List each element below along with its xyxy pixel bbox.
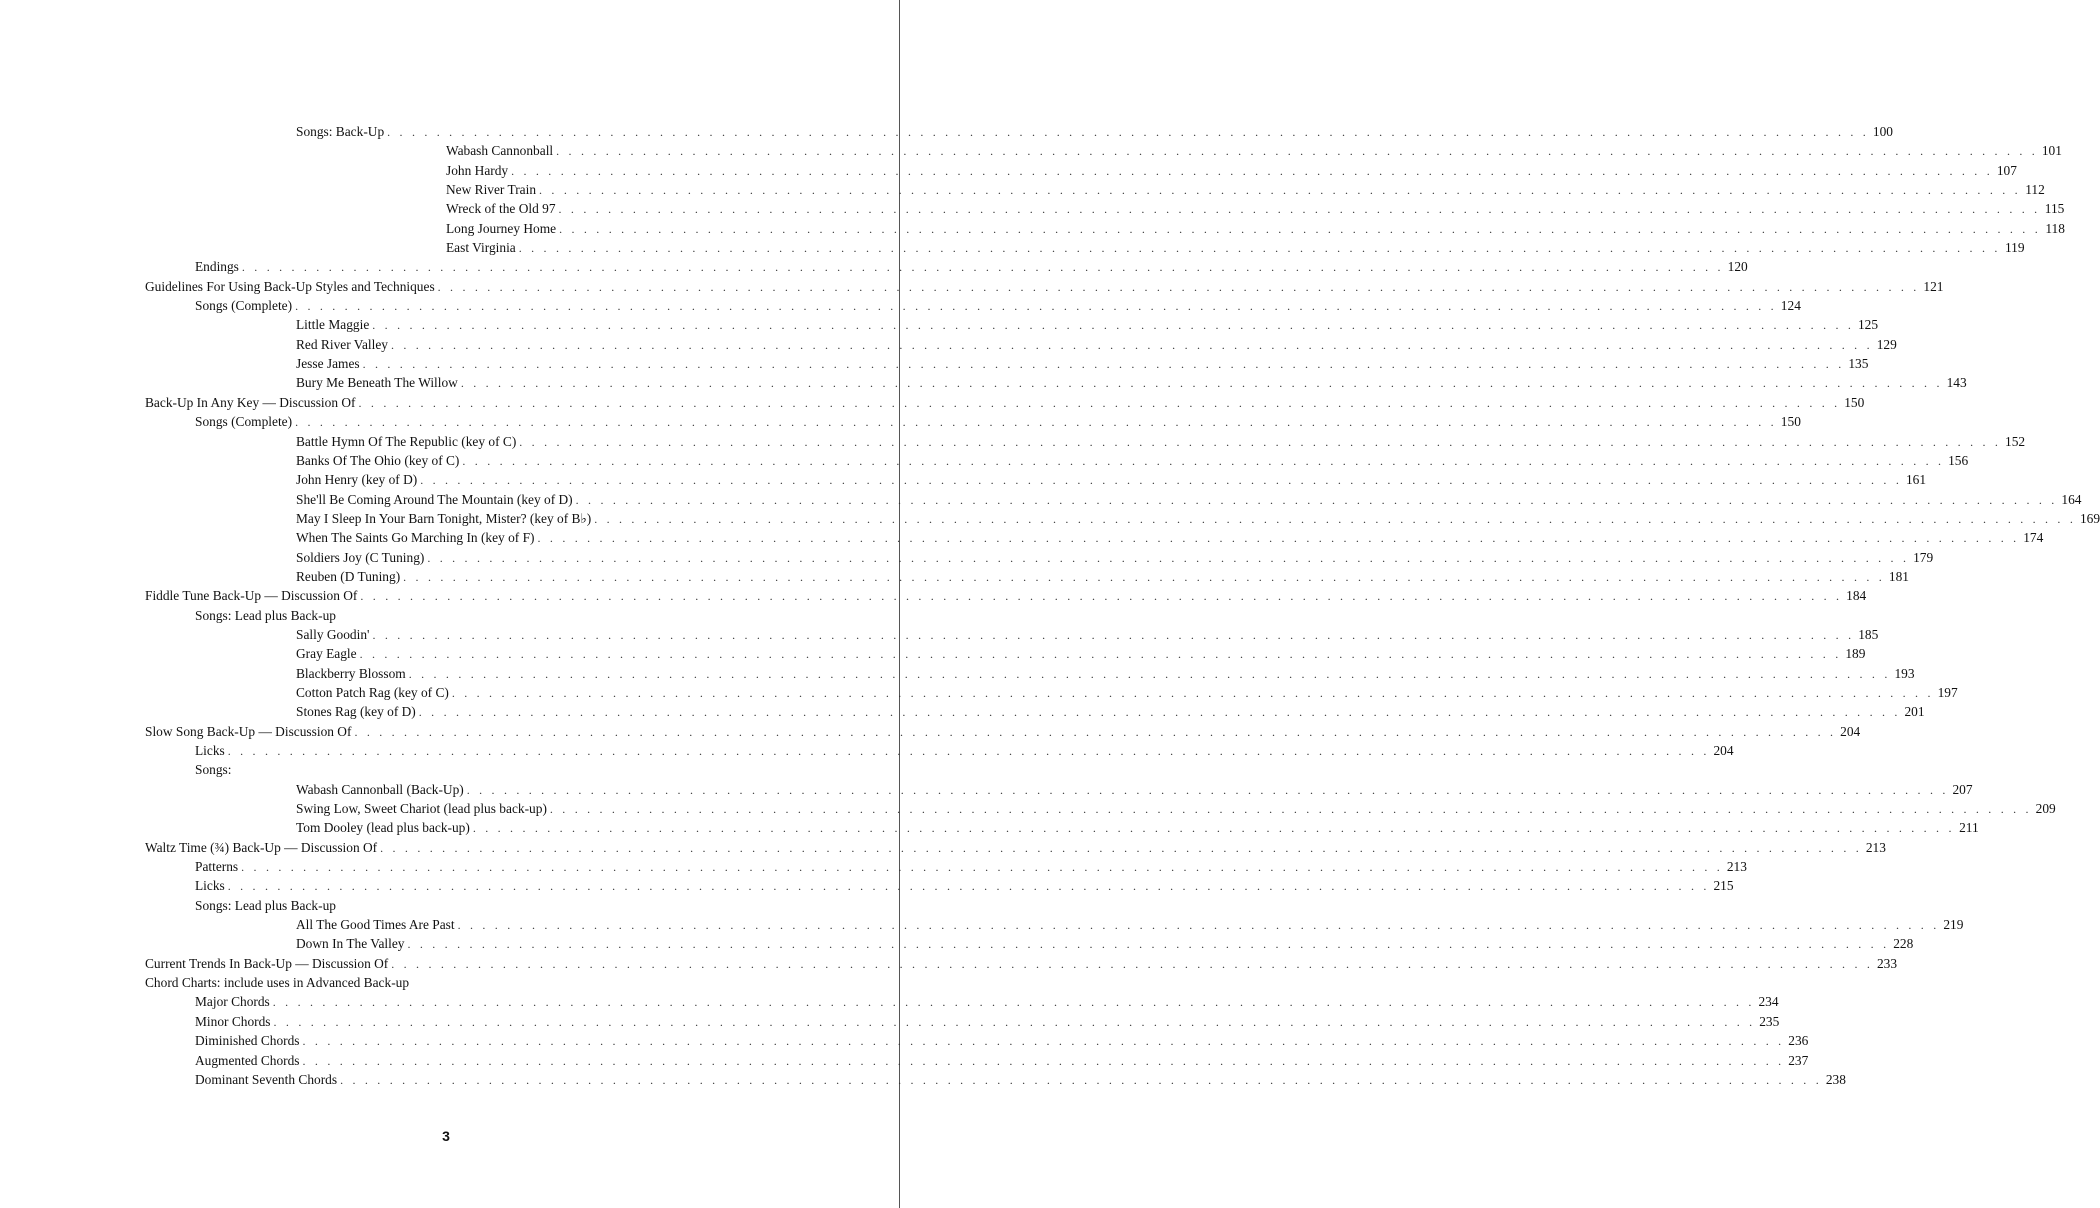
toc-entry-title: She'll Be Coming Around The Mountain (key of D) <box>296 491 573 507</box>
toc-entry <box>0 1031 1809 1050</box>
dot-leader: . . . . . . . . . . . . . . . . . . . . . . . . . . . . . . . . . . . . . . . . . . . . . . . . . . . . . . . . . . . . . . . . . . . . . . . . . . . . . . . . . . . . . . . . . . . . . . . . . . . . . . . . . . . . . . . . . . . . . . . . <box>241 260 1724 275</box>
toc-entry <box>0 1051 1809 1070</box>
toc-entry <box>0 586 1867 605</box>
toc-entry-title: Gray Eagle <box>296 646 357 662</box>
dot-leader: . . . . . . . . . . . . . . . . . . . . . . . . . . . . . . . . . . . . . . . . . . . . . . . . . . . . . . . . . . . . . . . . . . . . . . . . . . . . . . . . . . . . . . . . . . . . . . . . . . . . . . . . . . . . . . . . . . . . . . . . <box>420 473 1903 488</box>
toc-entry-title: When The Saints Go Marching In (key of F) <box>296 530 535 546</box>
toc-entry-title: Songs: Lead plus Back-up <box>195 607 336 623</box>
toc-entry-page: 209 <box>2035 801 2056 817</box>
dot-leader: . . . . . . . . . . . . . . . . . . . . . . . . . . . . . . . . . . . . . . . . . . . . . . . . . . . . . . . . . . . . . . . . . . . . . . . . . . . . . . . . . . . . . . . . . . . . . . . . . . . . . . . . . . . . . . . . . . . . . . . . <box>511 163 1993 178</box>
dot-leader: . . . . . . . . . . . . . . . . . . . . . . . . . . . . . . . . . . . . . . . . . . . . . . . . . . . . . . . . . . . . . . . . . . . . . . . . . . . . . . . . . . . . . . . . . . . . . . . . . . . . . . . . . . . . . . . . . . . . . . . . <box>403 569 1885 584</box>
toc-entry-title: Songs: Back-Up <box>296 124 385 139</box>
toc-entry-title: Back-Up In Any Key — Discussion Of <box>145 394 356 410</box>
toc-entry-title: Augmented Chords <box>195 1052 300 1068</box>
toc-entry-page: 121 <box>1923 278 1944 294</box>
dot-leader: . . . . . . . . . . . . . . . . . . . . . . . . . . . . . . . . . . . . . . . . . . . . . . . . . . . . . . . . . . . . . . . . . . . . . . . . . . . . . . . . . . . . . . . . . . . . . . . . . . . . . . . . . . . . . . . . . . . . . . . . <box>549 802 2032 817</box>
dot-leader: . . . . . . . . . . . . . . . . . . . . . . . . . . . . . . . . . . . . . . . . . . . . . . . . . . . . . . . . . . . . . . . . . . . . . . . . . . . . . . . . . . . . . . . . . . . . . . . . . . . . . . . . . . . . . . . . . . . . . . . . <box>390 337 1873 352</box>
toc-entry-page: 215 <box>1713 878 1734 894</box>
toc-entry-page: 185 <box>1858 626 1879 642</box>
toc-entry <box>0 741 1734 760</box>
toc-entry-page: 197 <box>1937 684 1958 700</box>
toc-entry-page: 115 <box>2044 201 2065 217</box>
toc-entry-page: 156 <box>1948 452 1969 468</box>
dot-leader: . . . . . . . . . . . . . . . . . . . . . . . . . . . . . . . . . . . . . . . . . . . . . . . . . . . . . . . . . . . . . . . . . . . . . . . . . . . . . . . . . . . . . . . . . . . . . . . . . . . . . . . . . . . . . . . . . . . . . . . . <box>451 685 1934 700</box>
toc-entry <box>0 838 1886 857</box>
toc-entry <box>0 219 2065 238</box>
dot-leader: . . . . . . . . . . . . . . . . . . . . . . . . . . . . . . . . . . . . . . . . . . . . . . . . . . . . . . . . . . . . . . . . . . . . . . . . . . . . . . . . . . . . . . . . . . . . . . . . . . . . . . . . . . . . . . . . . . . . . . . . <box>241 860 1723 875</box>
toc-entry <box>0 354 1869 373</box>
dot-leader: . . . . . . . . . . . . . . . . . . . . . . . . . . . . . . . . . . . . . . . . . . . . . . . . . . . . . . . . . . . . . . . . . . . . . . . . . . . . . . . . . . . . . . . . . . . . . . . . . . . . . . . . . . . . . . . . . . . . . . . . <box>272 995 1755 1010</box>
toc-entry <box>0 1070 1846 1089</box>
toc-entry-page: 201 <box>1904 704 1925 720</box>
dot-leader: . . . . . . . . . . . . . . . . . . . . . . . . . . . . . . . . . . . . . . . . . . . . . . . . . . . . . . . . . . . . . . . . . . . . . . . . . . . . . . . . . . . . . . . . . . . . . . . . . . . . . . . . . . . . . . . . . . . . . . . . <box>575 492 2058 507</box>
toc-entry <box>0 876 1734 895</box>
toc-entry-title: All The Good Times Are Past <box>296 917 455 933</box>
toc-entry <box>0 432 2026 451</box>
toc-entry-title: Wreck of the Old 97 <box>446 201 556 217</box>
toc-entry-title: Songs (Complete) <box>195 298 293 314</box>
toc-entry <box>0 954 1898 973</box>
dot-leader: . . . . . . . . . . . . . . . . . . . . . . . . . . . . . . . . . . . . . . . . . . . . . . . . . . . . . . . . . . . . . . . . . . . . . . . . . . . . . . . . . . . . . . . . . . . . . . . . . . . . . . . . . . . . . . . . . . . . . . . . <box>387 125 1869 139</box>
toc-entry-page: 150 <box>1780 414 1801 430</box>
toc-entry <box>0 296 1801 315</box>
dot-leader: . . . . . . . . . . . . . . . . . . . . . . . . . . . . . . . . . . . . . . . . . . . . . . . . . . . . . . . . . . . . . . . . . . . . . . . . . . . . . . . . . . . . . . . . . . . . . . . . . . . . . . . . . . . . . . . . . . . . . . . . <box>359 647 1842 662</box>
toc-entry-page: 118 <box>2045 220 2065 236</box>
toc-entry-page: 107 <box>1996 162 2017 178</box>
toc-entry <box>0 567 1909 586</box>
toc-entry <box>0 644 1866 663</box>
toc-entry-title: Songs: <box>195 762 232 778</box>
toc-entry <box>0 722 1861 741</box>
toc-entry-title: Jesse James <box>296 356 360 372</box>
toc-entry-title: Blackberry Blossom <box>296 665 406 681</box>
toc-entry-title: Licks <box>195 878 225 894</box>
dot-leader: . . . . . . . . . . . . . . . . . . . . . . . . . . . . . . . . . . . . . . . . . . . . . . . . . . . . . . . . . . . . . . . . . . . . . . . . . . . . . . . . . . . . . . . . . . . . . . . . . . . . . . . . . . . . . . . . . . . . . . . . <box>362 357 1845 372</box>
toc-entry <box>0 451 1969 470</box>
toc-entry-title: Banks Of The Ohio (key of C) <box>296 452 460 468</box>
toc-entry-title: Bury Me Beneath The Willow <box>296 375 458 391</box>
toc-entry-page: 100 <box>1872 124 1893 139</box>
toc-entry <box>0 335 1897 354</box>
toc-entry <box>0 412 1801 431</box>
toc-entry-page: 169 <box>2079 510 2100 526</box>
toc-entry-title: Reuben (D Tuning) <box>296 568 401 584</box>
toc-entry-page: 119 <box>2004 240 2025 256</box>
toc-entry-page: 150 <box>1844 394 1865 410</box>
toc-entry-page: 189 <box>1845 646 1866 662</box>
dot-leader: . . . . . . . . . . . . . . . . . . . . . . . . . . . . . . . . . . . . . . . . . . . . . . . . . . . . . . . . . . . . . . . . . . . . . . . . . . . . . . . . . . . . . . . . . . . . . . . . . . . . . . . . . . . . . . . . . . . . . . . . <box>519 434 2002 449</box>
toc-entry-page: 112 <box>2025 182 2045 198</box>
toc-entry <box>0 683 1958 702</box>
toc-entry-page: 233 <box>1876 955 1898 971</box>
toc-entry <box>0 180 2045 199</box>
toc-entry <box>0 122 1893 141</box>
toc-entry <box>0 664 1915 683</box>
toc-entry-page: 143 <box>1946 375 1967 391</box>
toc-entry-title: Dominant Seventh Chords <box>195 1071 338 1087</box>
dot-leader: . . . . . . . . . . . . . . . . . . . . . . . . . . . . . . . . . . . . . . . . . . . . . . . . . . . . . . . . . . . . . . . . . . . . . . . . . . . . . . . . . . . . . . . . . . . . . . . . . . . . . . . . . . . . . . . . . . . . . . . . <box>227 744 1710 758</box>
toc-entry-title: Major Chords <box>195 994 270 1010</box>
toc-entry-page: 161 <box>1905 472 1927 488</box>
toc-entry-page: 135 <box>1848 356 1869 372</box>
toc-entry-title: Patterns <box>195 859 239 875</box>
toc-entry-title: Soldiers Joy (C Tuning) <box>296 549 425 565</box>
toc-entry-page: 234 <box>1758 994 1779 1010</box>
toc-entry <box>0 799 2056 818</box>
toc-entry <box>0 1012 1780 1031</box>
toc-entry-page: 236 <box>1788 1033 1809 1049</box>
toc-entry <box>0 277 1944 296</box>
toc-entry-title: John Henry (key of D) <box>296 472 418 488</box>
dot-leader: . . . . . . . . . . . . . . . . . . . . . . . . . . . . . . . . . . . . . . . . . . . . . . . . . . . . . . . . . . . . . . . . . . . . . . . . . . . . . . . . . . . . . . . . . . . . . . . . . . . . . . . . . . . . . . . . . . . . . . . . <box>408 666 1891 681</box>
dot-leader: . . . . . . . . . . . . . . . . . . . . . . . . . . . . . . . . . . . . . . . . . . . . . . . . . . . . . . . . . . . . . . . . . . . . . . . . . . . . . . . . . . . . . . . . . . . . . . . . . . . . . . . . . . . . . . . . . . . . . . . . <box>556 144 2038 159</box>
toc-entry-title: May I Sleep In Your Barn Tonight, Mister? (key of B♭) <box>296 510 592 526</box>
toc-entry-page: 204 <box>1713 743 1734 758</box>
dot-leader: . . . . . . . . . . . . . . . . . . . . . . . . . . . . . . . . . . . . . . . . . . . . . . . . . . . . . . . . . . . . . . . . . . . . . . . . . . . . . . . . . . . . . . . . . . . . . . . . . . . . . . . . . . . . . . . . . . . . . . . . <box>407 937 1890 952</box>
toc-entry-title: Down In The Valley <box>296 936 405 952</box>
toc-entry-page: 129 <box>1876 336 1897 352</box>
toc-entry <box>0 161 2017 180</box>
toc-entry-page: 207 <box>1952 781 1973 797</box>
toc-entry <box>0 238 2025 257</box>
toc-entry-title: Slow Song Back-Up — Discussion Of <box>145 723 352 739</box>
dot-leader: . . . . . . . . . . . . . . . . . . . . . . . . . . . . . . . . . . . . . . . . . . . . . . . . . . . . . . . . . . . . . . . . . . . . . . . . . . . . . . . . . . . . . . . . . . . . . . . . . . . . . . . . . . . . . . . . . . . . . . . . <box>380 840 1862 855</box>
toc-entry-page: 228 <box>1893 936 1914 952</box>
toc-entry <box>0 548 1934 567</box>
toc-entry <box>0 915 1964 934</box>
dot-leader: . . . . . . . . . . . . . . . . . . . . . . . . . . . . . . . . . . . . . . . . . . . . . . . . . . . . . . . . . . . . . . . . . . . . . . . . . . . . . . . . . . . . . . . . . . . . . . . . . . . . . . . . . . . . . . . . . . . . . . . . <box>537 531 2020 546</box>
toc-entry-page: 181 <box>1888 568 1909 584</box>
dot-leader: . . . . . . . . . . . . . . . . . . . . . . . . . . . . . . . . . . . . . . . . . . . . . . . . . . . . . . . . . . . . . . . . . . . . . . . . . . . . . . . . . . . . . . . . . . . . . . . . . . . . . . . . . . . . . . . . . . . . . . . . <box>457 918 1940 933</box>
toc-entry-title: Little Maggie <box>296 317 370 333</box>
dot-leader: . . . . . . . . . . . . . . . . . . . . . . . . . . . . . . . . . . . . . . . . . . . . . . . . . . . . . . . . . . . . . . . . . . . . . . . . . . . . . . . . . . . . . . . . . . . . . . . . . . . . . . . . . . . . . . . . . . . . . . . . <box>559 221 2041 236</box>
toc-entry-page: 213 <box>1726 859 1747 875</box>
toc-entry <box>0 760 748 779</box>
dot-leader: . . . . . . . . . . . . . . . . . . . . . . . . . . . . . . . . . . . . . . . . . . . . . . . . . . . . . . . . . . . . . . . . . . . . . . . . . . . . . . . . . . . . . . . . . . . . . . . . . . . . . . . . . . . . . . . . . . . . . . . . <box>437 279 1920 294</box>
dot-leader: . . . . . . . . . . . . . . . . . . . . . . . . . . . . . . . . . . . . . . . . . . . . . . . . . . . . . . . . . . . . . . . . . . . . . . . . . . . . . . . . . . . . . . . . . . . . . . . . . . . . . . . . . . . . . . . . . . . . . . . . <box>358 395 1841 410</box>
toc-entry-page: 124 <box>1780 298 1801 314</box>
toc-entry <box>0 141 2062 160</box>
toc-entry <box>0 896 748 915</box>
toc-entry <box>0 373 1967 392</box>
toc-entry-title: Diminished Chords <box>195 1033 300 1049</box>
dot-leader: . . . . . . . . . . . . . . . . . . . . . . . . . . . . . . . . . . . . . . . . . . . . . . . . . . . . . . . . . . . . . . . . . . . . . . . . . . . . . . . . . . . . . . . . . . . . . . . . . . . . . . . . . . . . . . . . . . . . . . . . <box>354 724 1837 739</box>
toc-entry-page: 237 <box>1788 1052 1809 1068</box>
toc-entry-title: Tom Dooley (lead plus back-up) <box>296 820 470 836</box>
toc-entry <box>0 973 748 992</box>
dot-leader: . . . . . . . . . . . . . . . . . . . . . . . . . . . . . . . . . . . . . . . . . . . . . . . . . . . . . . . . . . . . . . . . . . . . . . . . . . . . . . . . . . . . . . . . . . . . . . . . . . . . . . . . . . . . . . . . . . . . . . . . <box>295 299 1777 314</box>
toc-entry <box>0 509 2100 528</box>
toc-entry-page: 193 <box>1894 665 1915 681</box>
toc-entry-title: Wabash Cannonball <box>446 143 554 159</box>
dot-leader: . . . . . . . . . . . . . . . . . . . . . . . . . . . . . . . . . . . . . . . . . . . . . . . . . . . . . . . . . . . . . . . . . . . . . . . . . . . . . . . . . . . . . . . . . . . . . . . . . . . . . . . . . . . . . . . . . . . . . . . . <box>340 1072 1822 1087</box>
toc-entry-page: 238 <box>1825 1071 1846 1087</box>
dot-leader: . . . . . . . . . . . . . . . . . . . . . . . . . . . . . . . . . . . . . . . . . . . . . . . . . . . . . . . . . . . . . . . . . . . . . . . . . . . . . . . . . . . . . . . . . . . . . . . . . . . . . . . . . . . . . . . . . . . . . . . . <box>302 1034 1785 1049</box>
toc-entry-title: Songs: Lead plus Back-up <box>195 897 336 913</box>
toc-entry-page: 101 <box>2041 143 2062 159</box>
toc-entry <box>0 992 1779 1011</box>
toc-entry <box>0 780 1973 799</box>
dot-leader: . . . . . . . . . . . . . . . . . . . . . . . . . . . . . . . . . . . . . . . . . . . . . . . . . . . . . . . . . . . . . . . . . . . . . . . . . . . . . . . . . . . . . . . . . . . . . . . . . . . . . . . . . . . . . . . . . . . . . . . . <box>273 1014 1756 1029</box>
dot-leader: . . . . . . . . . . . . . . . . . . . . . . . . . . . . . . . . . . . . . . . . . . . . . . . . . . . . . . . . . . . . . . . . . . . . . . . . . . . . . . . . . . . . . . . . . . . . . . . . . . . . . . . . . . . . . . . . . . . . . . . . <box>427 550 1910 565</box>
toc-entry <box>0 934 1914 953</box>
toc-entry-page: 164 <box>2061 491 2082 507</box>
toc-entry-page: 179 <box>1913 549 1934 565</box>
dot-leader: . . . . . . . . . . . . . . . . . . . . . . . . . . . . . . . . . . . . . . . . . . . . . . . . . . . . . . . . . . . . . . . . . . . . . . . . . . . . . . . . . . . . . . . . . . . . . . . . . . . . . . . . . . . . . . . . . . . . . . . . <box>518 241 2001 256</box>
toc-entry-page: 152 <box>2005 433 2026 449</box>
toc-entry-title: Songs (Complete) <box>195 414 293 430</box>
dot-leader: . . . . . . . . . . . . . . . . . . . . . . . . . . . . . . . . . . . . . . . . . . . . . . . . . . . . . . . . . . . . . . . . . . . . . . . . . . . . . . . . . . . . . . . . . . . . . . . . . . . . . . . . . . . . . . . . . . . . . . . . <box>460 376 1943 391</box>
toc-entry-title: Battle Hymn Of The Republic (key of C) <box>296 433 517 449</box>
toc-entry-page: 174 <box>2023 530 2044 546</box>
toc-entry-title: Endings <box>195 259 239 275</box>
dot-leader: . . . . . . . . . . . . . . . . . . . . . . . . . . . . . . . . . . . . . . . . . . . . . . . . . . . . . . . . . . . . . . . . . . . . . . . . . . . . . . . . . . . . . . . . . . . . . . . . . . . . . . . . . . . . . . . . . . . . . . . . <box>594 511 2077 526</box>
dot-leader: . . . . . . . . . . . . . . . . . . . . . . . . . . . . . . . . . . . . . . . . . . . . . . . . . . . . . . . . . . . . . . . . . . . . . . . . . . . . . . . . . . . . . . . . . . . . . . . . . . . . . . . . . . . . . . . . . . . . . . . . <box>360 589 1843 604</box>
toc-entry-title: Guidelines For Using Back-Up Styles and Techniques <box>145 278 435 294</box>
toc-entry-title: New River Train <box>446 182 537 198</box>
toc-entry <box>0 625 1879 644</box>
toc-entry-title: Red River Valley <box>296 336 388 352</box>
toc-entry-title: Cotton Patch Rag (key of C) <box>296 684 449 700</box>
dot-leader: . . . . . . . . . . . . . . . . . . . . . . . . . . . . . . . . . . . . . . . . . . . . . . . . . . . . . . . . . . . . . . . . . . . . . . . . . . . . . . . . . . . . . . . . . . . . . . . . . . . . . . . . . . . . . . . . . . . . . . . . <box>372 627 1855 642</box>
toc-entry <box>0 470 1927 489</box>
toc-entry-title: Fiddle Tune Back-Up — Discussion Of <box>145 588 358 604</box>
toc-entry <box>0 528 2044 547</box>
toc-entry-page: 204 <box>1840 723 1861 739</box>
toc-entry <box>0 199 2065 218</box>
toc-entry <box>0 393 1865 412</box>
toc-entry <box>0 818 1979 837</box>
toc-entry-title: Chord Charts: include uses in Advanced Back-up <box>145 975 410 991</box>
toc-entry <box>0 315 1879 334</box>
toc-entry-title: Waltz Time (¾) Back-Up — Discussion Of <box>145 839 378 855</box>
toc-entry-title: Long Journey Home <box>446 220 557 236</box>
page-number: 3 <box>442 1128 450 1144</box>
toc-entry <box>0 257 1748 276</box>
toc-entry-title: Current Trends In Back-Up — Discussion Of <box>145 955 389 971</box>
table-of-contents <box>0 122 2100 1089</box>
dot-leader: . . . . . . . . . . . . . . . . . . . . . . . . . . . . . . . . . . . . . . . . . . . . . . . . . . . . . . . . . . . . . . . . . . . . . . . . . . . . . . . . . . . . . . . . . . . . . . . . . . . . . . . . . . . . . . . . . . . . . . . . <box>372 318 1855 333</box>
toc-entry-title: Wabash Cannonball (Back-Up) <box>296 781 464 797</box>
toc-entry-title: East Virginia <box>446 240 516 256</box>
dot-leader: . . . . . . . . . . . . . . . . . . . . . . . . . . . . . . . . . . . . . . . . . . . . . . . . . . . . . . . . . . . . . . . . . . . . . . . . . . . . . . . . . . . . . . . . . . . . . . . . . . . . . . . . . . . . . . . . . . . . . . . . <box>558 202 2041 217</box>
toc-entry-title: Swing Low, Sweet Chariot (lead plus back-up) <box>296 801 547 817</box>
dot-leader: . . . . . . . . . . . . . . . . . . . . . . . . . . . . . . . . . . . . . . . . . . . . . . . . . . . . . . . . . . . . . . . . . . . . . . . . . . . . . . . . . . . . . . . . . . . . . . . . . . . . . . . . . . . . . . . . . . . . . . . . <box>466 782 1949 797</box>
toc-entry-page: 213 <box>1865 839 1886 855</box>
toc-entry-title: Minor Chords <box>195 1013 271 1029</box>
toc-entry-page: 184 <box>1846 588 1867 604</box>
dot-leader: . . . . . . . . . . . . . . . . . . . . . . . . . . . . . . . . . . . . . . . . . . . . . . . . . . . . . . . . . . . . . . . . . . . . . . . . . . . . . . . . . . . . . . . . . . . . . . . . . . . . . . . . . . . . . . . . . . . . . . . . <box>295 415 1777 430</box>
toc-entry <box>0 857 1747 876</box>
toc-entry-page: 120 <box>1727 259 1748 275</box>
dot-leader: . . . . . . . . . . . . . . . . . . . . . . . . . . . . . . . . . . . . . . . . . . . . . . . . . . . . . . . . . . . . . . . . . . . . . . . . . . . . . . . . . . . . . . . . . . . . . . . . . . . . . . . . . . . . . . . . . . . . . . . . <box>462 453 1945 468</box>
toc-entry-page: 125 <box>1857 317 1879 333</box>
toc-entry-page: 211 <box>1959 820 1979 836</box>
dot-leader: . . . . . . . . . . . . . . . . . . . . . . . . . . . . . . . . . . . . . . . . . . . . . . . . . . . . . . . . . . . . . . . . . . . . . . . . . . . . . . . . . . . . . . . . . . . . . . . . . . . . . . . . . . . . . . . . . . . . . . . . <box>302 1053 1785 1068</box>
dot-leader: . . . . . . . . . . . . . . . . . . . . . . . . . . . . . . . . . . . . . . . . . . . . . . . . . . . . . . . . . . . . . . . . . . . . . . . . . . . . . . . . . . . . . . . . . . . . . . . . . . . . . . . . . . . . . . . . . . . . . . . . <box>472 821 1955 836</box>
toc-entry-title: Sally Goodin' <box>296 626 370 642</box>
toc-entry-page: 235 <box>1759 1013 1780 1029</box>
toc-entry-title: Licks <box>195 743 225 758</box>
dot-leader: . . . . . . . . . . . . . . . . . . . . . . . . . . . . . . . . . . . . . . . . . . . . . . . . . . . . . . . . . . . . . . . . . . . . . . . . . . . . . . . . . . . . . . . . . . . . . . . . . . . . . . . . . . . . . . . . . . . . . . . . <box>539 183 2021 198</box>
toc-entry <box>0 490 2082 509</box>
toc-entry-title: Stones Rag (key of D) <box>296 704 416 720</box>
dot-leader: . . . . . . . . . . . . . . . . . . . . . . . . . . . . . . . . . . . . . . . . . . . . . . . . . . . . . . . . . . . . . . . . . . . . . . . . . . . . . . . . . . . . . . . . . . . . . . . . . . . . . . . . . . . . . . . . . . . . . . . . <box>227 879 1710 894</box>
toc-entry-page: 219 <box>1943 917 1964 933</box>
toc-entry <box>0 702 1925 721</box>
dot-leader: . . . . . . . . . . . . . . . . . . . . . . . . . . . . . . . . . . . . . . . . . . . . . . . . . . . . . . . . . . . . . . . . . . . . . . . . . . . . . . . . . . . . . . . . . . . . . . . . . . . . . . . . . . . . . . . . . . . . . . . . <box>391 956 1874 971</box>
dot-leader: . . . . . . . . . . . . . . . . . . . . . . . . . . . . . . . . . . . . . . . . . . . . . . . . . . . . . . . . . . . . . . . . . . . . . . . . . . . . . . . . . . . . . . . . . . . . . . . . . . . . . . . . . . . . . . . . . . . . . . . . <box>418 705 1901 720</box>
toc-entry <box>0 606 748 625</box>
toc-entry-title: John Hardy <box>446 162 509 178</box>
